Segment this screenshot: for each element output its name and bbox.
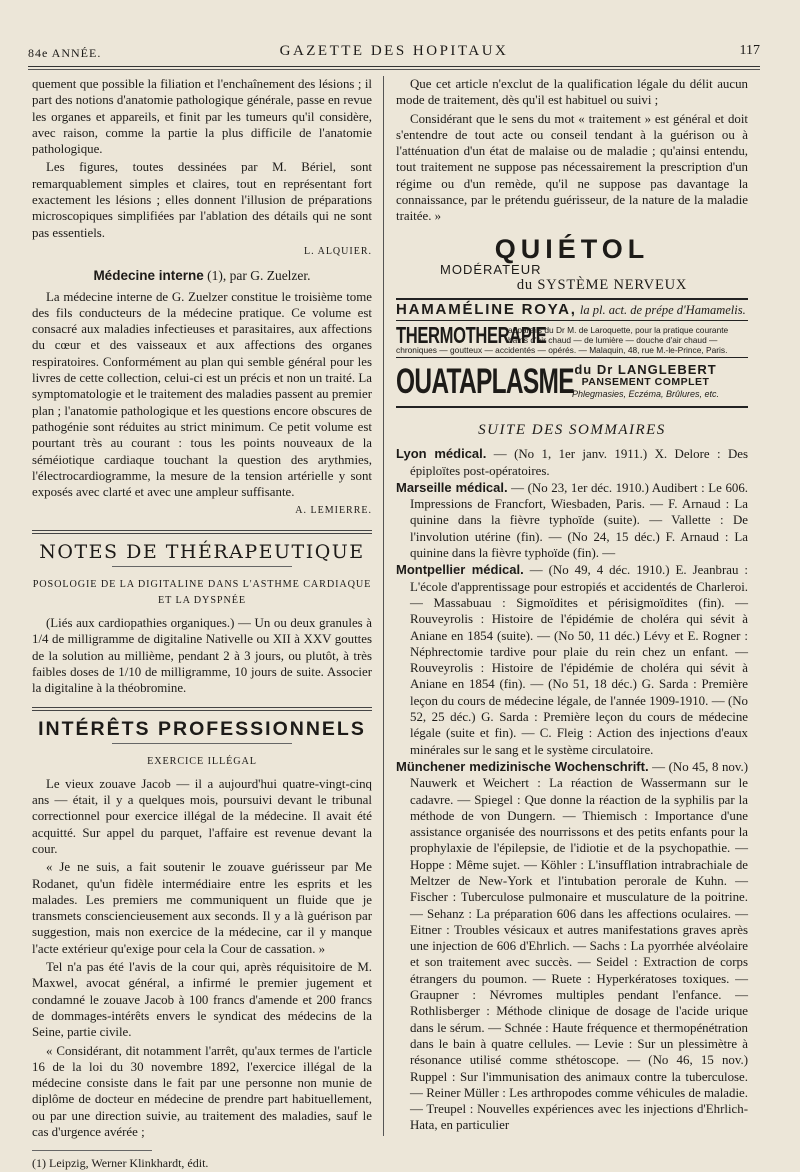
thermotherapie-ad-line: chroniques — goutteux — accidentés — opérés. — Malaquin, 48, rue M.-le-Prince, Paris. — [396, 345, 748, 358]
journal-name: Montpellier médical. — [396, 562, 524, 578]
section-title: NOTES DE THÉRAPEUTIQUE — [39, 540, 365, 563]
hamameline-ad-desc: la pl. act. de prépe d'Hamamelis. — [576, 302, 746, 317]
entry-text: — (No 1, 1er janv. 1911.) X. Delore : Des épiploïtes post-opératoires. — [410, 447, 749, 478]
paragraph: Considérant que le sens du mot « traitement » est général et doit s'entendre de tout acte ou conseil tendant à la guérison ou à l'atténuation d'un état de malaise ou de maladie ; qu'ainsi entendu, tout traitement ne suppose pas nécessairement la prescription d'un régime ou d'un remède, qu'il ne suppose pas davantage la connaissance, par le prétendu guérisseur, de la nature de la maladie traitée. » — [396, 111, 748, 224]
left-column — [32, 76, 372, 1172]
ouataplasme-ad-line: Phlegmasies, Eczéma, Brûlures, etc. — [572, 388, 720, 399]
paragraph: quement que possible la filiation et l'enchaînement des lésions ; il part des notions d'anatomie pathologique générale, passe en revue les organes et appareils, et finit par les tumeurs qu'il considère, avec raison, comme la partie la plus difficile de l'anatomie pathologique. — [32, 77, 372, 157]
summary-entry — [396, 480, 748, 561]
header-rule — [28, 66, 760, 67]
section-title: SUITE DES SOMMAIRES — [478, 421, 666, 438]
journal-name: Münchener medizinische Wochenschrift. — [396, 758, 649, 774]
signature: A. LEMIERRE. — [295, 505, 372, 517]
paragraph: Tel n'a pas été l'avis de la cour qui, après réquisitoire de M. Maxwel, avocat général, a infirmé le premier jugement et condamné le zouave Jacob à 100 francs d'amende et 200 francs de dommages-intérêts envers le syndicat des médecins de la Seine, partie civile. — [32, 960, 372, 1040]
book-title-bold: Médecine interne — [93, 268, 204, 284]
header-rule-secondary — [28, 69, 760, 70]
hamameline-ad — [396, 298, 748, 321]
year-label: 84e ANNÉE. — [28, 46, 102, 60]
quietol-ad-target: du SYSTÈME NERVEUX — [516, 276, 688, 293]
entry-text: — (No 45, 8 nov.) Nauwerk et Weichert : La réaction de Wassermann sur le cadavre. — Spiegel : Que donne la réaction de la syphilis par la méthode de von Dungern. — Thiemisch : Importance d'une assistance organisée des nourrissons et des petits enfants pour la prophylaxie de l'épilepsie, de l'idiotie et de la psychopathie. — Hoppe : Même sujet. — Köhler : L'insufflation intrabrachiale de Meltzer de New-York et l'intubation perorale de Kuhn. — Fischer : Tuberculose pulmonaire et musculature de la poitrine. — Sehanz : La préparation 606 dans les affections oculaires. — Eitner : Troubles vésicaux et autres manifestations graves après une injection de 606 d'Ehrlich. — Sachs : La pyorrhée alvéolaire et son traitement avec succès. — Seidel : Extraction de corps étrangers du poumon. — Ruete : Hyperkératoses toxiques. — Graupner : Névromes multiples pendant l'enfance. — Rothlisberger : Méthode clinique de dosage de l'acide urique dans le sérum. — Schnée : Haute fréquence et thermopénétration dans le bain à quatre cellules. — Levie : Sur un plessimètre à résonance utilisé comme sthétoscope. — (No 46, 15 nov.) Ruppel : Sur l'immunisation des animaux contre la tuberculose. — Reiner Müller : Les arthropodes comme véhicules de maladie. — Treupel : Nouvelles expériences avec les injections d'Ehrlich-Hata, en particulier — [410, 759, 748, 1133]
summary-entry — [396, 759, 748, 1134]
book-title-author: (1), par G. Zuelzer. — [203, 268, 311, 284]
footnote-rule — [32, 1150, 152, 1151]
quietol-ad-modifier: MODÉRATEUR — [440, 261, 542, 277]
footnote: (1) Leipzig, Werner Klinkhardt, édit. — [32, 1156, 209, 1171]
summary-entry — [396, 446, 748, 479]
section-rule — [32, 707, 372, 711]
thermotherapie-ad-name: THERMOTHERAPIE — [396, 321, 547, 348]
subheading: EXERCICE ILLÉGAL — [147, 755, 257, 767]
journal-name: Lyon médical. — [396, 446, 487, 462]
column-divider — [383, 76, 384, 1136]
hamameline-ad-name: HAMAMÉLINE ROYA, — [396, 300, 577, 318]
thermotherapie-ad-line: appareils du Dr M. de Laroquette, pour la pratique courante — [508, 324, 729, 335]
signature: L. ALQUIER. — [304, 245, 372, 257]
ouataplasme-ad-details — [572, 361, 720, 400]
page-number: 117 — [739, 43, 760, 58]
right-column — [396, 76, 748, 1135]
paragraph: Que cet article n'exclut de la qualification légale du délit aucun mode de traitement, dès qu'il est habituel ou suivi ; — [396, 77, 748, 108]
section-rule — [32, 530, 372, 534]
subheading: POSOLOGIE DE LA DIGITALINE DANS L'ASTHME CARDIAQUE ET LA DYSPNÉE — [32, 579, 372, 607]
paragraph: « Considérant, dit notamment l'arrêt, qu'aux termes de l'article 16 de la loi du 30 novembre 1892, l'exercice illégal de la médecine consiste dans le fait par une personne non munie de diplôme de docteur en médecine de prendre part habituellement, ou par une direction suivie, au traitement des maladies, sauf le cas d'urgence avérée ; — [32, 1043, 372, 1140]
thermotherapie-ad — [396, 321, 748, 348]
journal-name: Marseille médical. — [396, 479, 508, 495]
paragraph: (Liés aux cardiopathies organiques.) — Un ou deux granules à 1/4 de milligramme de digitaline Nativelle ou XII à XXV gouttes de la solution au millième, pendant 2 à 3 jours, ou plutôt, à très faibles doses de 1/10 de milligramme, 10 jours de suite. Associer la digitaline à la théobromine. — [32, 616, 372, 696]
ouataplasme-ad-name: OUATAPLASME — [396, 361, 574, 401]
advertisement-block — [396, 235, 748, 408]
paragraph: « Je ne suis, a fait soutenir le zouave guérisseur par Me Rodanet, qu'un fidèle intermédiaire entre les esprits et les malades. Les premiers me communiquent un fluide que je transmets consciencieusement aux seconds. Il y a là guérison par suggestion, mais non exercice de la médecine, car il y manque l'acte extérieur qu'exige pour cela la Cour de cassation. » — [32, 860, 372, 956]
journal-title: GAZETTE DES HOPITAUX — [279, 43, 509, 59]
ouataplasme-ad-line: du Dr LANGLEBERT — [574, 361, 717, 377]
summary-entry — [396, 562, 748, 758]
title-rule — [112, 566, 292, 567]
paragraph: La médecine interne de G. Zuelzer constitue le troisième tome des fils conducteurs de la médecine pratique. Ce volume est consacré aux maladies infectieuses et parasitaires, aux affections du cœur et des vaisseaux et aux affections des organes respiratoires. Conformément au plan qui semble général pour les livres de cette collection, celui-ci est un précis et non un traité. La symptomatologie et le traitement des maladies passent au premier plan ; l'anatomie pathologique et les questions encore obscures de pathogénie sont réduites au strict minimum. Ce petit volume est pourtant très au courant : tous les points nouveaux de la séméiotique cardiaque touchant la question des arythmies, l'électrocardiogramme, la mesure de la tension artérielle y sont exposés avec clarté et avec une ampleur suffisante. — [32, 289, 372, 500]
ouataplasme-ad — [396, 358, 748, 408]
thermotherapie-ad-line: bains d'air chaud — de lumière — douche d'air chaud — — [508, 334, 718, 345]
title-rule — [112, 743, 292, 744]
entry-text: — (No 49, 4 déc. 1910.) E. Jeanbrau : L'école d'apprentissage pour estropiés et accidentés de Charleroi. — Massabuau : Sigmoïdites et périsigmoïdites (fin). — Rouveyrolis : Histoire de l'épidémie de choléra qui sévit à Aniane en 1854 (suite). — (No 50, 11 déc.) Lévy et E. Rogner : Néphrectomie tardive pour plaie du rein chez un enfant. — Rouveyrolis : Histoire de l'épidémie de choléra qui sévit à Aniane en 1854 (fin). — (No 51, 18 déc.) G. Sarda : Première leçon du cours de médecine légale, de l'année 1909-1910. — (No 52, 25 déc.) G. Sarda : Première leçon du cours de médecine légale (suite et fin). — C. Fleig : Action des injections d'eaux minérales sur le sang et le système circulatoire. — [410, 563, 748, 757]
book-review-title — [32, 268, 372, 284]
paragraph: Les figures, toutes dessinées par M. Bériel, sont remarquablement simples et claires, tout en représentant fort exactement les lésions ; elles donnent l'illusion de préparations microscopiques simplifiées par l'ablation des détails qui ne sont pas essentiels. — [32, 160, 372, 240]
quietol-ad-name: QUIÉTOL — [494, 233, 650, 264]
paragraph: Le vieux zouave Jacob — il a aujourd'hui quatre-vingt-cinq ans — était, il y a quelques mois, poursuivi devant le tribunal correctionnel pour exercice illégal de la médecine. Il avait été acquitté. Sur appel du parquet, l'affaire est revenue devant la cour. — [32, 776, 372, 856]
section-title: INTÉRÊTS PROFESSIONNELS — [38, 717, 366, 740]
entry-text: — (No 23, 1er déc. 1910.) Audibert : Le 606. Impressions de Francfort, Wiesbaden, Paris. — F. Arnaud : La quinine dans la fièvre typhoïde (suite). — Vallette : De l'involution utérine (fin). — (No 24, 15 déc.) F. Arnaud : La quinine dans la fièvre typhoïde (fin). — — [410, 480, 748, 561]
page-header — [28, 40, 760, 66]
ouataplasme-ad-line: PANSEMENT COMPLET — [581, 375, 710, 388]
